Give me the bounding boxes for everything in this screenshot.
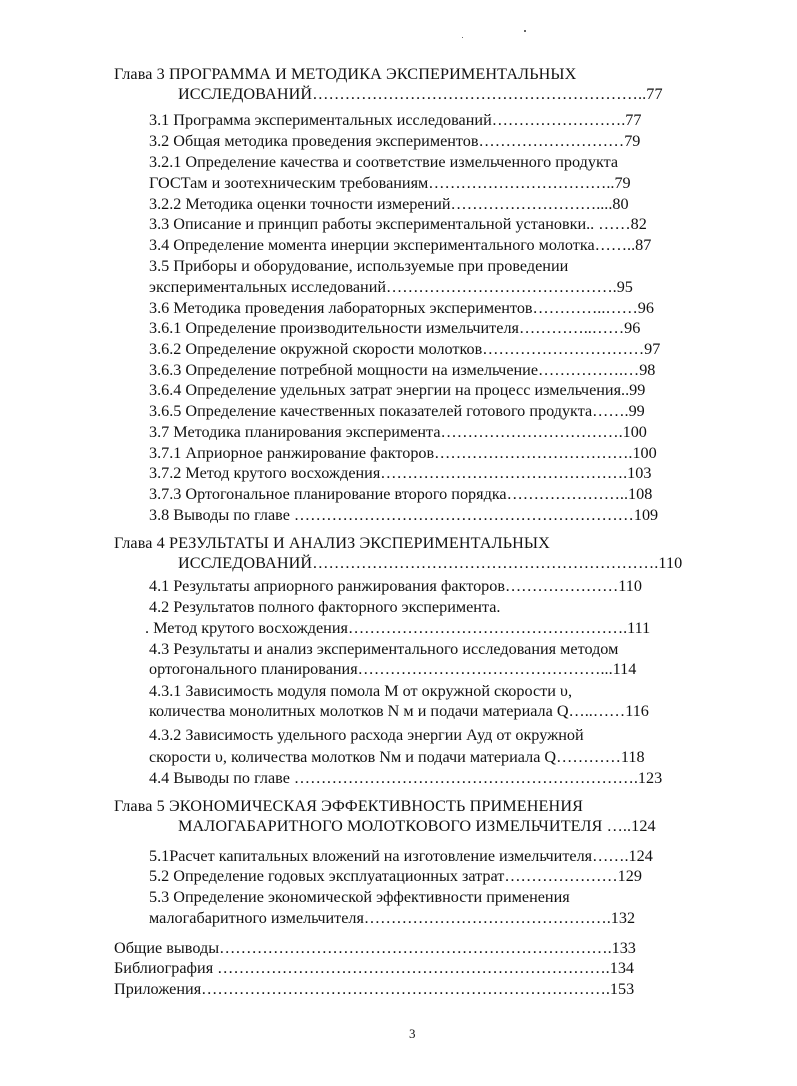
toc-entry: ГОСТам и зоотехническим требованиям……………………………..79 (149, 174, 631, 192)
toc-entry: 3.6.2 Определение окружной скорости молотков…………………………97 (149, 340, 661, 358)
toc-entry: 5.1Расчет капитальных вложений на изготовление измельчителя…….124 (149, 847, 653, 865)
toc-entry: количества монолитных молотков N м и подачи материала Q…..……116 (149, 702, 649, 720)
chapter-3-title-cont: ИССЛЕДОВАНИЙ……………………………………………………..77 (178, 85, 663, 103)
toc-entry: 3.3 Описание и принцип работы экспериментальной установки.. ……82 (149, 215, 647, 233)
toc-entry-appendices: Приложения………………………………………………………………….153 (114, 980, 635, 998)
toc-entry-bibliography: Библиография ……………………………………………………………….134 (114, 959, 635, 977)
toc-entry: 3.6.3 Определение потребной мощности на измельчение…………….…98 (149, 361, 656, 379)
chapter-4-title-cont: ИССЛЕДОВАНИЙ……………………………………………………….110 (178, 554, 683, 572)
toc-entry-general-conclusions: Общие выводы……………………………………………………………….133 (114, 939, 636, 957)
toc-entry: 4.3.1 Зависимость модуля помола М от окружной скорости υ, (149, 682, 572, 700)
toc-entry: 4.3 Результаты и анализ экспериментального исследования методом (149, 640, 619, 658)
toc-entry: 3.4 Определение момента инерции экспериментального молотка……..87 (149, 236, 652, 254)
toc-entry: 3.2.2 Методика оценки точности измерений………………………....80 (149, 195, 629, 213)
scan-speck (524, 30, 526, 32)
toc-entry: ортогонального планирования………………………………………...114 (149, 660, 637, 678)
toc-entry: 5.3 Определение экономической эффективности применения (149, 888, 570, 906)
toc-entry: 5.2 Определение годовых эксплуатационных затрат…………………129 (149, 867, 642, 885)
toc-entry: малогабаритного измельчителя……………………………………….132 (149, 909, 636, 927)
toc-entry: 3.6 Методика проведения лабораторных экспериментов…………..……96 (149, 299, 654, 317)
chapter-5-title: Глава 5 ЭКОНОМИЧЕСКАЯ ЭФФЕКТИВНОСТЬ ПРИМЕНЕНИЯ (114, 797, 584, 815)
chapter-4-title: Глава 4 РЕЗУЛЬТАТЫ И АНАЛИЗ ЭКСПЕРИМЕНТАЛЬНЫХ (114, 534, 550, 552)
scan-speck (462, 37, 463, 38)
toc-entry: 3.7.3 Ортогональное планирование второго порядка…………………..108 (149, 485, 653, 503)
toc-entry: 3.2.1 Определение качества и соответствие измельченного продукта (149, 153, 619, 171)
chapter-3-title: Глава 3 ПРОГРАММА И МЕТОДИКА ЭКСПЕРИМЕНТАЛЬНЫХ (114, 65, 577, 83)
toc-entry: 3.6.5 Определение качественных показателей готового продукта…….99 (149, 402, 645, 420)
toc-entry: 3.6.4 Определение удельных затрат энергии на процесс измельчения..99 (149, 381, 646, 399)
toc-entry: 3.2 Общая методика проведения экспериментов………………………79 (149, 132, 641, 150)
toc-entry: 4.3.2 Зависимость удельного расхода энергии Ауд от окружной (149, 726, 584, 744)
toc-entry: 4.2 Результатов полного факторного эксперимента. (149, 598, 501, 616)
page-number: 3 (409, 1026, 416, 1041)
toc-entry: экспериментальных исследований…………………………………….95 (149, 278, 633, 296)
toc-entry: 3.1 Программа экспериментальных исследований…………………….77 (149, 111, 642, 129)
toc-entry: 3.7 Методика планирования эксперимента…………………………….100 (149, 423, 647, 441)
toc-entry: 4.1 Результаты априорного ранжирования факторов…………………110 (149, 577, 642, 595)
toc-entry: 3.7.2 Метод крутого восхождения……………………………………….103 (149, 464, 652, 482)
toc-entry: 3.8 Выводы по главе ………………………………………………………109 (149, 506, 659, 524)
toc-entry: . Метод крутого восхождения…………………………………………….111 (145, 619, 651, 637)
toc-entry: 4.4 Выводы по главе ……………………………………………………….123 (149, 769, 663, 787)
toc-entry: 3.5 Приборы и оборудование, используемые при проведении (149, 257, 569, 275)
toc-entry: 3.7.1 Априорное ранжирование факторов……………………………….100 (149, 444, 657, 462)
chapter-5-title-cont: МАЛОГАБАРИТНОГО МОЛОТКОВОГО ИЗМЕЛЬЧИТЕЛЯ …..124 (178, 817, 656, 835)
toc-entry: 3.6.1 Определение производительности измельчителя…………..……96 (149, 319, 641, 337)
toc-entry: скорости υ, количества молотков Nм и подачи материала Q…………118 (149, 748, 645, 766)
